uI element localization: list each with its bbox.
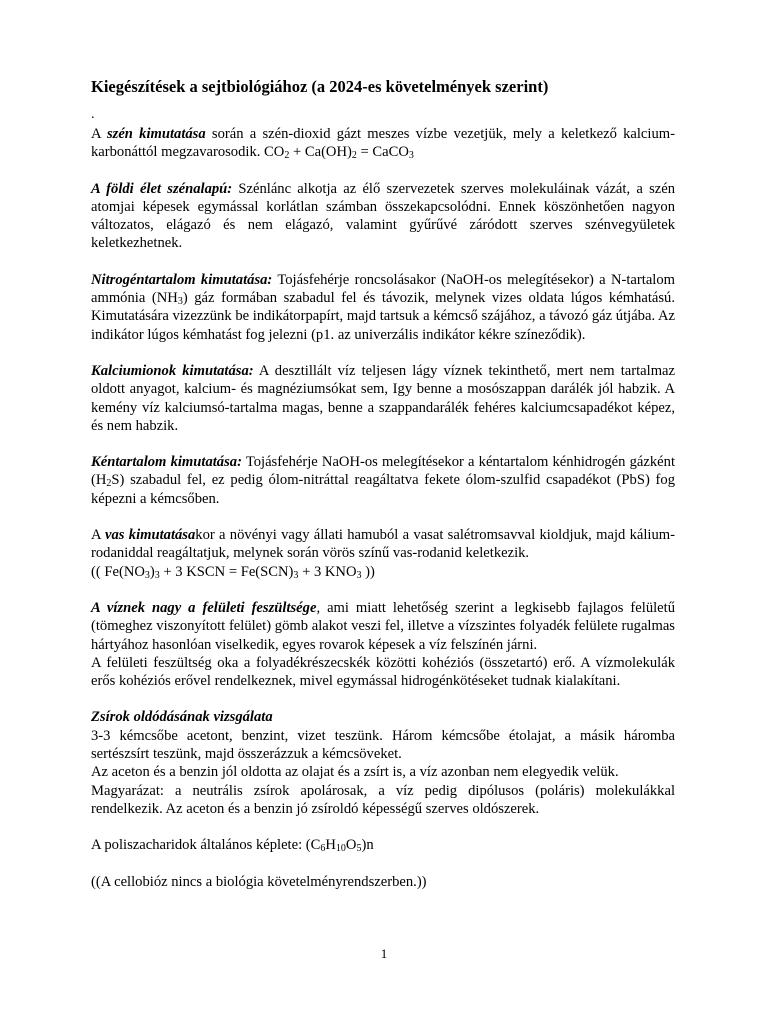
- paragraph-fat-experiment: 3-3 kémcsőbe acetont, benzint, vizet teszünk. Három kémcsőbe étolajat, a másik háromba sertészsírt teszünk, majd összerázzuk a kémcsöveket.: [91, 727, 675, 763]
- heading-carbon-detection: szén kimutatása: [106, 126, 206, 142]
- paragraph-fat-explanation: Magyarázat: a neutrális zsírok apolárosak, a víz pedig dipólusos (poláris) molekulákkal rendelkezik. Az aceton és a benzin jó zsíroldó képességű szerves oldószerek.: [91, 782, 675, 817]
- page-number: 1: [380, 946, 388, 961]
- paragraph-iron-detection: A vas kimutatásakor a növényi vagy állati hamuból a vasat salétromsavval kioldjuk, majd kálium-rodaniddal reagáltatjuk, melynek során vörös színű vas-rodanid keletkezik.: [91, 527, 675, 562]
- paragraph-cellobiose-note: ((A cellobióz nincs a biológia követelményrendszerben.)): [91, 873, 427, 890]
- heading-surface-tension: A víznek nagy a felületi feszültsége: [91, 599, 317, 616]
- paragraph-carbon-based-life: A földi élet szénalapú: Szénlánc alkotja az élő szervezetek szerves molekuláinak vázát, a szén atomjai képesek egymással korlátlan számban összekapcsolódni. Ennek köszönhetően nagyon változatos, elágazó és nem elágazó, valamint gyűrűvé záródott szerves szénvegyületek keletkezhetnek.: [91, 180, 675, 252]
- heading-sulfur-detection: Kéntartalom kimutatása:: [91, 454, 242, 471]
- document-body: [91, 125, 675, 891]
- heading-calcium-detection: Kalciumionok kimutatása:: [91, 362, 254, 379]
- heading-nitrogen-detection: Nitrogéntartalom kimutatása:: [91, 271, 273, 288]
- stray-dot: .: [91, 107, 95, 122]
- paragraph-surface-tension: A víznek nagy a felületi feszültsége, ami miatt lehetőség szerint a legkisebb fajlagos felületű (tömeghez viszonyított felület) gömb alakot veszi fel, illetve a vízszintes folyadék felülete rugalmas hártyához hasonlóan viselkedik, egyes rovarok képesek a víz felszínén járni.: [91, 599, 676, 653]
- heading-iron-detection: vas kimutatása: [105, 527, 196, 544]
- paragraph-carbon-detection: A szén kimutatása során a szén-dioxid gázt meszes vízbe vezetjük, mely a keletkező kalcium-karbonáttól megzavarosodik. $CO_2 + Ca(OH)_2$ = CaCO$_3$: [91, 126, 675, 162]
- paragraph-nitrogen-detection: Nitrogéntartalom kimutatása: Tojásfehérje roncsolásakor (NaOH-os melegítésekor) a N-tartalom ammónia $(NH_3)$ gáz formában szabadul fel és távozik, melynek vizes oldata lúgos kémhatású. Kimutatására vizezzünk be indikátorpapírt, majd tartsuk a kémcső szájához, a távozó gáz útjába. Az indikátor lúgos kémhatást fog jelezni (p1. az univerzális indikátor kékre színeződik).: [91, 271, 675, 343]
- heading-fat-solubility: Zsírok oldódásának vizsgálata: [91, 709, 273, 726]
- paragraph-fat-result: Az aceton és a benzin jól oldotta az olajat és a zsírt is, a víz azonban nem elegyedik velük.: [91, 764, 619, 781]
- document-title: Kiegészítések a sejtbiológiához (a 2024-es követelmények szerint): [91, 77, 549, 96]
- heading-carbon-based-life: A földi élet szénalapú:: [91, 180, 233, 197]
- paragraph-calcium-detection: Kalciumionok kimutatása: A desztillált víz teljesen lágy víznek tekinthető, mert nem tartalmaz oldott anyagot, kalcium- és magnéziumsókat sem, Igy benne a mosószappan darálék jól habzik. A kemény víz kalciumsó-tartalma magas, benne a szappandarálék fehéres kalciumcsapadékot képez, és nem habzik.: [91, 362, 675, 434]
- paragraph-polysaccharide-formula: A poliszacharidok általános képlete: $(C_6H_{10}O_5)n$: [91, 837, 374, 855]
- paragraph-surface-tension-cause: A felületi feszültség oka a folyadékrészecskék közötti kohéziós (összetartó) erő. A vízmolekulák erős kohéziós erővel rendelkeznek, mivel egymással hidrogénkötéseket tudnak kialakítani.: [91, 654, 675, 690]
- paragraph-sulfur-detection: Kéntartalom kimutatása: Tojásfehérje NaOH-os melegítésekor a kéntartalom kénhidrogén gázként $(H_2S)$ szabadul fel, ez pedig ólom-nitráttal reagáltatva fekete ólom-szulfid csapadékot (PbS) fog képezni a kémcsőben.: [91, 454, 676, 507]
- formula-iron-rhodanide: (( $Fe(NO_3)_3 + 3$ KSCN = $Fe(SCN)_3 + 3$ $KNO_3$ )): [91, 563, 375, 581]
